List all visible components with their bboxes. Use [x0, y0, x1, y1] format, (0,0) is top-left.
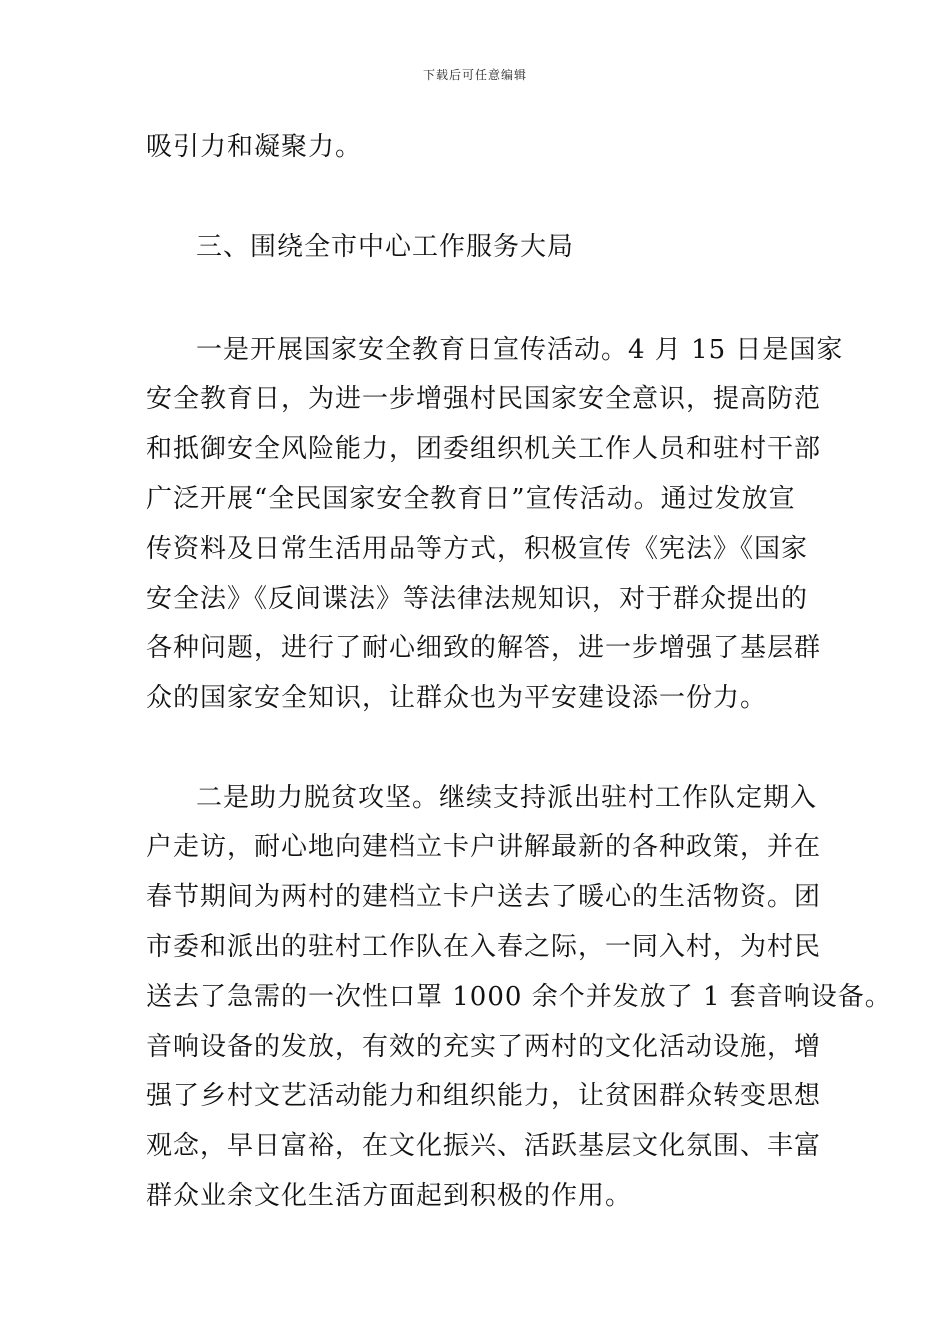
- text-line: 音响设备的发放，有效的充实了两村的文化活动设施，增: [146, 1032, 822, 1062]
- text-line: 众的国家安全知识，让群众也为平安建设添一份力。: [146, 683, 768, 713]
- text-line: 安全法》《反间谍法》等法律法规知识，对于群众提出的: [146, 584, 809, 614]
- text-line: 安全教育日，为进一步增强村民国家安全意识，提高防范: [146, 384, 822, 414]
- text-line: 春节期间为两村的建档立卡户送去了暖心的生活物资。团: [146, 882, 822, 912]
- text-line: 送去了急需的一次性口罩 1000 余个并发放了 1 套音响设备。: [146, 982, 892, 1012]
- text-line: 和抵御安全风险能力，团委组织机关工作人员和驻村干部: [146, 434, 822, 464]
- page-header-note: 下载后可任意编辑: [422, 68, 527, 82]
- text-line: 观念，早日富裕，在文化振兴、活跃基层文化氛围、丰富: [146, 1131, 822, 1161]
- text-line: 群众业余文化生活方面起到积极的作用。: [146, 1181, 633, 1211]
- paragraph-first-line: 一是开展国家安全教育日宣传活动。4 月 15 日是国家: [196, 335, 844, 365]
- paragraph-first-line: 二是助力脱贫攻坚。继续支持派出驻村工作队定期入: [196, 783, 818, 813]
- text-line: 市委和派出的驻村工作队在入春之际，一同入村，为村民: [146, 932, 822, 962]
- text-line: 户走访，耐心地向建档立卡户讲解最新的各种政策，并在: [146, 832, 822, 862]
- text-line: 吸引力和凝聚力。: [146, 132, 363, 162]
- text-line: 各种问题，进行了耐心细致的解答，进一步增强了基层群: [146, 633, 822, 663]
- text-line: 强了乡村文艺活动能力和组织能力，让贫困群众转变思想: [146, 1081, 822, 1111]
- text-line: 传资料及日常生活用品等方式，积极宣传《宪法》《国家: [146, 534, 809, 564]
- section-heading: 三、围绕全市中心工作服务大局: [196, 232, 575, 262]
- text-line: 广泛开展“全民国家安全教育日”宣传活动。通过发放宣: [146, 484, 796, 514]
